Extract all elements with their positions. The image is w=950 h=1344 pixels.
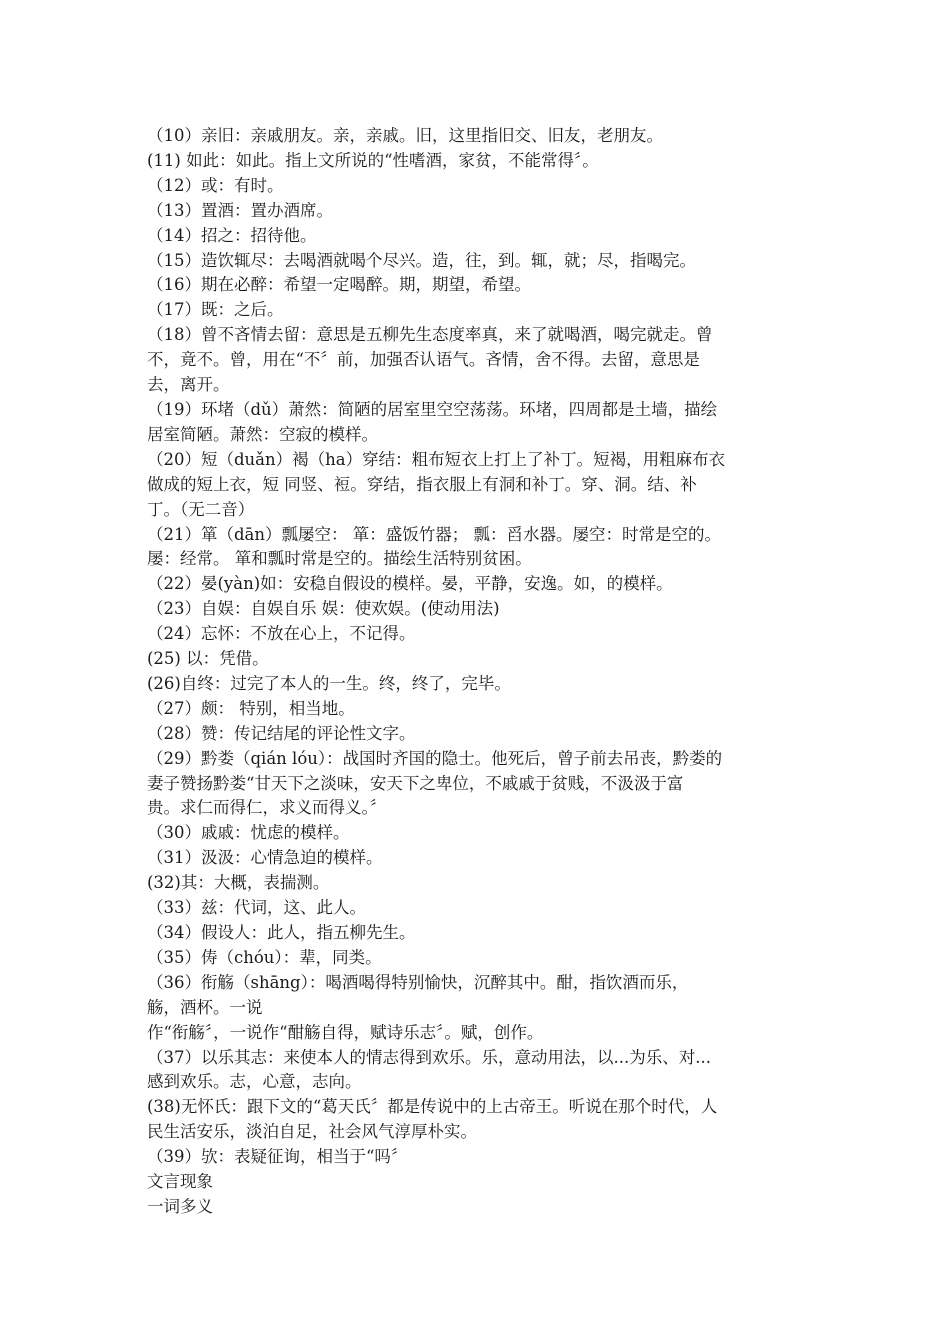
text-line: (25) 以：凭借。	[147, 649, 269, 669]
text-line: （19）环堵（dǔ）萧然：简陋的居室里空空荡荡。环堵，四周都是土墙，描绘	[147, 399, 718, 419]
annotation-list	[147, 124, 807, 1220]
text-line: 去，离开。	[147, 375, 230, 395]
text-line: （27）颇： 特别，相当地。	[147, 698, 355, 718]
text-line: （12）或：有时。	[147, 175, 284, 195]
text-line: 感到欢乐。志，心意，志向。	[147, 1072, 362, 1092]
text-line: 文言现象	[147, 1172, 213, 1192]
text-line: （18）曾不吝情去留：意思是五柳先生态度率真，来了就喝酒，喝完就走。曾	[147, 325, 713, 345]
text-line: 一词多义	[147, 1196, 213, 1216]
text-line: （34）假设人：此人，指五柳先生。	[147, 923, 416, 942]
text-line: （16）期在必醉：希望一定喝醉。期，期望，希望。	[147, 275, 531, 295]
text-line: （33）兹：代词，这、此人。	[147, 898, 366, 918]
text-line: （17）既：之后。	[147, 300, 284, 320]
text-line: （14）招之：招待他。	[147, 225, 317, 245]
text-line: （36）衔觞（shāng）：喝酒喝得特别愉快，沉醉其中。酣，指饮酒而乐，	[147, 972, 689, 992]
text-line: 不，竟不。曾，用在“不〞前，加强否认语气。吝情，舍不得。去留，意思是	[147, 350, 700, 370]
text-line: 做成的短上衣，短 同竖、裋。穿结，指衣服上有洞和补丁。穿、洞。结、补	[147, 474, 697, 494]
text-line: 居室简陋。萧然：空寂的模样。	[147, 424, 378, 444]
text-line: （22）晏(yàn)如：安稳自假设的模样。晏，平静，安逸。如，的模样。	[147, 574, 673, 594]
text-line: （13）置酒：置办酒席。	[147, 200, 333, 220]
text-line: 觞，酒杯。一说	[147, 997, 263, 1017]
text-line: （35）俦（chóu）：辈，同类。	[147, 947, 382, 967]
text-line: （31）汲汲：心情急迫的模样。	[147, 848, 383, 868]
text-line: （21）箪（dān）瓢屡空： 箪：盛饭竹器； 瓢：舀水器。屡空：时常是空的。	[147, 524, 722, 544]
text-line: (11) 如此：如此。指上文所说的“性嗜酒，家贫，不能常得〞。	[147, 150, 599, 170]
text-line: （10）亲旧：亲戚朋友。亲，亲戚。旧，这里指旧交、旧友，老朋友。	[147, 126, 663, 145]
text-line: （24）忘怀：不放在心上，不记得。	[147, 624, 416, 644]
text-line: （29）黔娄（qián lóu）：战国时齐国的隐士。他死后，曾子前去吊丧，黔娄的	[147, 748, 723, 768]
text-line: 丁。（无二音）	[147, 499, 255, 519]
text-line: (32)其：大概，表揣测。	[147, 873, 330, 893]
text-line: 妻子赞扬黔娄“甘天下之淡味，安天下之卑位，不戚戚于贫贱，不汲汲于富	[147, 773, 684, 793]
text-line: 民生活安乐，淡泊自足，社会风气淳厚朴实。	[147, 1122, 477, 1142]
text-line: （15）造饮辄尽：去喝酒就喝个尽兴。造，往，到。辄，就；尽，指喝完。	[147, 250, 696, 270]
text-line: （30）戚戚：忧虑的模样。	[147, 823, 350, 843]
text-line: （20）短（duǎn）褐（ha）穿结：粗布短衣上打上了补丁。短褐，用粗麻布衣	[147, 449, 726, 469]
text-line: (38)无怀氏：跟下文的“葛天氏〞都是传说中的上古帝王。听说在那个时代，人	[147, 1097, 718, 1117]
text-line: 作“衔觞〞，一说作“酣觞自得，赋诗乐志〞。赋，创作。	[147, 1022, 544, 1042]
text-line: 贵。求仁而得仁，求义而得义。〞	[147, 798, 387, 818]
text-line: (26)自终：过完了本人的一生。终，终了，完毕。	[147, 673, 511, 693]
text-line: （37）以乐其志：来使本人的情志得到欢乐。乐，意动用法，以...为乐、对...	[147, 1047, 711, 1067]
text-line: （39）欤：表疑征询，相当于“吗〞	[147, 1147, 408, 1167]
text-line: （28）赞：传记结尾的评论性文字。	[147, 723, 416, 743]
text-line: （23）自娱：自娱自乐 娱：使欢娱。(使动用法)	[147, 599, 500, 619]
text-line: 屡：经常。 箪和瓢时常是空的。描绘生活特别贫困。	[147, 549, 532, 569]
